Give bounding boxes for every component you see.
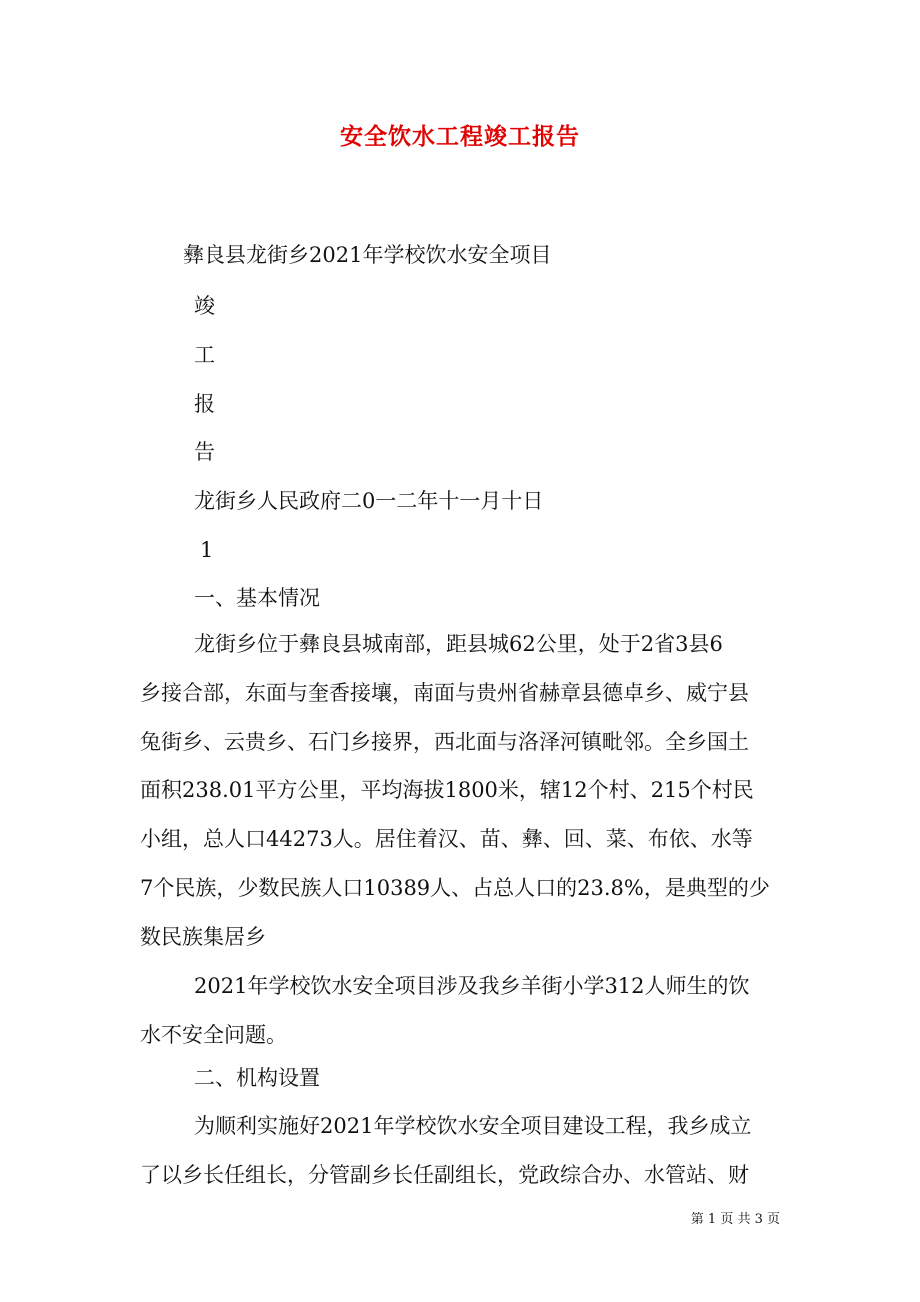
paragraph-line: 小组，总人口44273人。居住着汉、苗、彝、回、菜、布依、水等 [140, 827, 753, 852]
paragraph-line: 乡接合部，东面与奎香接壤，南面与贵州省赫章县德卓乡、威宁县 [140, 680, 749, 705]
paragraph-line: 7个民族，少数民族人口10389人、占总人口的23.8%，是典型的少 [140, 875, 770, 900]
document-title: 安全饮水工程竣工报告 [340, 123, 580, 150]
vertical-title-char-3: 报 [194, 392, 215, 416]
paragraph-basic-project [140, 962, 780, 1060]
vertical-title-char-2: 工 [194, 343, 215, 367]
issuer-date: 龙街乡人民政府二0一二年十一月十日 [194, 489, 544, 513]
paragraph-line: 2021年学校饮水安全项目涉及我乡羊街小学312人师生的饮 [194, 974, 750, 998]
section-heading-org: 二、机构设置 [194, 1066, 320, 1090]
paragraph-line: 龙街乡位于彝良县城南部，距县城62公里，处于2省3县6 [194, 632, 723, 656]
paragraph-line: 了以乡长任组长，分管副乡长任副组长，党政综合办、水管站、财 [140, 1162, 749, 1187]
section-heading-basic: 一、基本情况 [194, 586, 320, 610]
paragraph-basic-overview [140, 620, 780, 962]
paragraph-line: 面积238.01平方公里，平均海拔1800米，辖12个村、215个村民 [140, 778, 754, 803]
paragraph-line: 水不安全问题。 [140, 1022, 287, 1047]
paragraph-line: 数民族集居乡 [140, 924, 266, 949]
paragraph-org [140, 1102, 780, 1200]
vertical-title-char-1: 竣 [194, 294, 215, 318]
vertical-title-char-4: 告 [194, 440, 215, 464]
page-marker: 1 [200, 538, 214, 562]
project-line: 彝良县龙街乡2021年学校饮水安全项目 [183, 243, 552, 267]
paragraph-line: 为顺利实施好2021年学校饮水安全项目建设工程，我乡成立 [194, 1114, 752, 1138]
paragraph-line: 兔街乡、云贵乡、石门乡接界，西北面与洛泽河镇毗邻。全乡国土 [140, 729, 749, 754]
page-footer: 第 1 页 共 3 页 [690, 1212, 780, 1227]
